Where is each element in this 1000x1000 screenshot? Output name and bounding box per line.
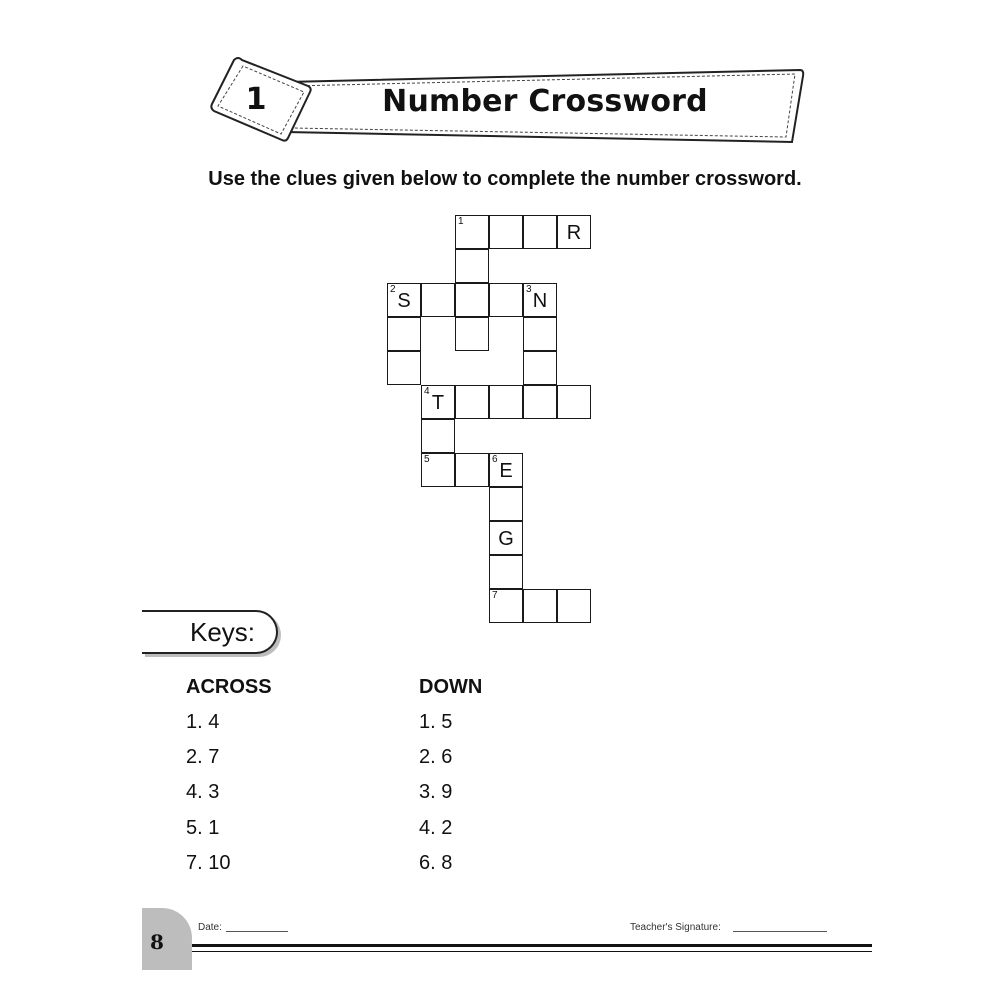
crossword-cell[interactable] (387, 317, 421, 351)
crossword-cell[interactable] (523, 283, 557, 317)
cell-letter: G (498, 528, 514, 550)
cell-letter: N (532, 290, 548, 312)
date-label: Date: (198, 922, 222, 933)
crossword-cell[interactable] (421, 453, 455, 487)
footer-rule-thin (192, 951, 872, 952)
instruction-text: Use the clues given below to complete the number crossword. (208, 168, 802, 190)
cell-letter: R (566, 222, 582, 244)
across-clue: 7. 10 (186, 852, 231, 874)
crossword-cell[interactable] (489, 521, 523, 555)
crossword-cell[interactable] (489, 453, 523, 487)
clue-number: 4 (424, 386, 430, 397)
crossword-cell[interactable] (557, 385, 591, 419)
crossword-cell[interactable] (489, 215, 523, 249)
across-heading: ACROSS (186, 676, 272, 698)
cell-letter: S (397, 290, 411, 312)
crossword-cell[interactable] (455, 249, 489, 283)
crossword-cell[interactable] (455, 453, 489, 487)
across-clue: 5. 1 (186, 817, 220, 839)
across-clue: 4. 3 (186, 781, 220, 803)
down-clue: 3. 9 (419, 781, 453, 803)
crossword-cell[interactable] (523, 589, 557, 623)
chapter-number: 1 (245, 82, 267, 117)
crossword-cell[interactable] (455, 385, 489, 419)
clue-number: 1 (458, 216, 464, 227)
clue-number: 7 (492, 590, 498, 601)
crossword-cell[interactable] (557, 215, 591, 249)
crossword-cell[interactable] (455, 215, 489, 249)
crossword-cell[interactable] (421, 283, 455, 317)
crossword-cell[interactable] (387, 351, 421, 385)
across-clue: 2. 7 (186, 746, 220, 768)
page-number: 8 (150, 930, 164, 954)
crossword-cell[interactable] (489, 487, 523, 521)
crossword-cell[interactable] (523, 385, 557, 419)
signature-label: Teacher's Signature: (630, 922, 721, 933)
crossword-cell[interactable] (421, 385, 455, 419)
crossword-cell[interactable] (387, 283, 421, 317)
cell-letter: T (431, 392, 445, 414)
clue-number: 6 (492, 454, 498, 465)
crossword-cell[interactable] (523, 215, 557, 249)
date-line (226, 931, 288, 932)
clue-number: 3 (526, 284, 532, 295)
keys-label: Keys: (190, 617, 256, 647)
down-clue: 2. 6 (419, 746, 453, 768)
footer-rule-thick (192, 944, 872, 947)
down-clue: 4. 2 (419, 817, 453, 839)
crossword-cell[interactable] (455, 283, 489, 317)
clue-number: 5 (424, 454, 430, 465)
across-clue: 1. 4 (186, 711, 220, 733)
clue-number: 2 (390, 284, 396, 295)
crossword-cell[interactable] (455, 317, 489, 351)
signature-line (733, 931, 827, 932)
down-clue: 1. 5 (419, 711, 453, 733)
down-clue: 6. 8 (419, 852, 453, 874)
crossword-cell[interactable] (421, 419, 455, 453)
crossword-cell[interactable] (523, 351, 557, 385)
crossword-cell[interactable] (523, 317, 557, 351)
page-title: Number Crossword (382, 84, 708, 119)
crossword-cell[interactable] (489, 385, 523, 419)
crossword-cell[interactable] (489, 555, 523, 589)
crossword-cell[interactable] (557, 589, 591, 623)
down-heading: DOWN (419, 676, 483, 698)
crossword-cell[interactable] (489, 589, 523, 623)
cell-letter: E (499, 460, 513, 482)
crossword-cell[interactable] (489, 283, 523, 317)
